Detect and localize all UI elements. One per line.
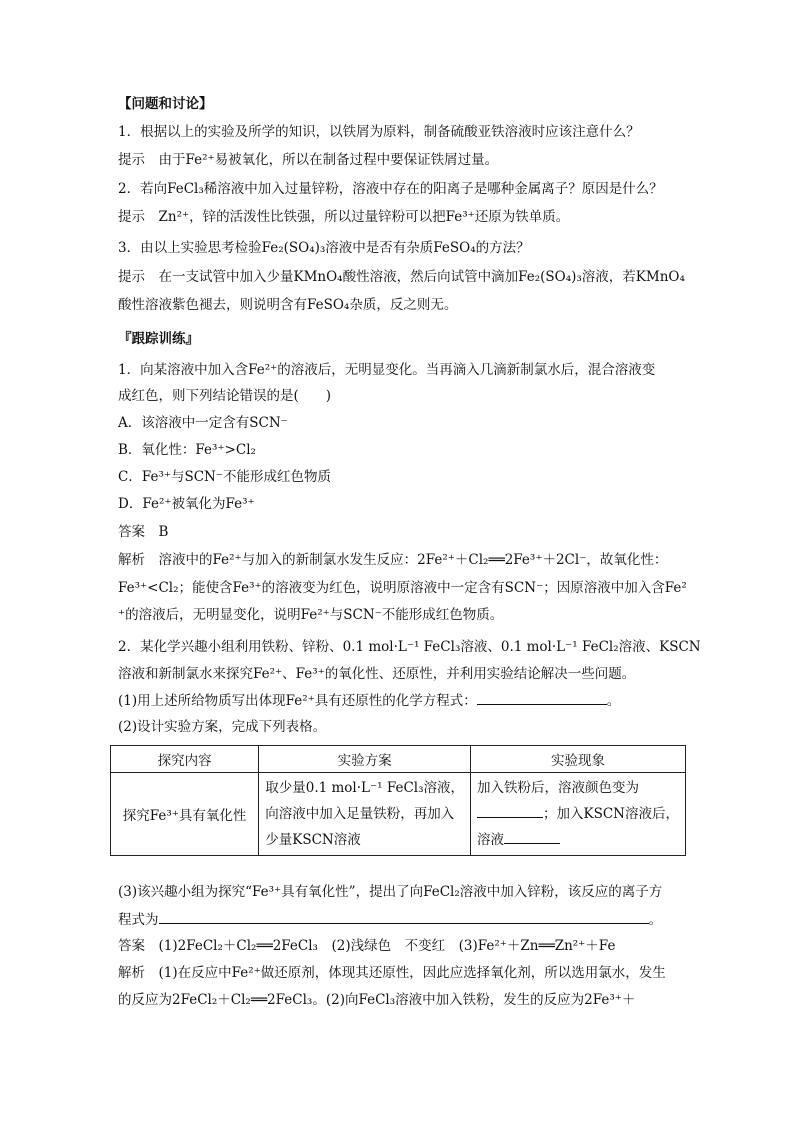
problem-2-analysis-line-1: 解析 (1)在反应中Fe²⁺做还原剂，体现其还原性，因此应选择氧化剂，所以选用氯水，发生 — [118, 965, 666, 981]
problem-2-sub-2: (2)设计实验方案，完成下列表格。 — [118, 719, 327, 735]
table-cell-plan — [259, 773, 471, 856]
answer-blank-2 — [477, 803, 543, 818]
sub-1-text: (1)用上述所给物质写出体现Fe²⁺具有还原性的化学方程式： — [118, 693, 477, 709]
table-header-cell: 探究内容 — [111, 746, 259, 773]
problem-2-answer: 答案 (1)2FeCl₂＋Cl₂══2FeCl₃ (2)浅绿色 不变红 (3)Fe²⁺＋Zn══Zn²⁺＋Fe — [118, 938, 616, 954]
plan-line: 取少量0.1 mol·L⁻¹ FeCl₃溶液， — [265, 780, 465, 796]
corner-bracket-right: 』 — [185, 331, 199, 347]
problem-2-sub-3-line-2 — [118, 909, 662, 930]
hint-3-line-1: 提示 在一支试管中加入少量KMnO₄酸性溶液，然后向试管中滴加Fe₂(SO₄)₃溶液，若KMnO₄ — [118, 269, 685, 285]
option-a: A．该溶液中一定含有SCN⁻ — [118, 415, 288, 431]
phenomenon-line-3-text: 溶液 — [477, 832, 505, 848]
answer-blank-1 — [477, 690, 607, 705]
training-heading — [118, 329, 199, 349]
plan-line: 少量KSCN溶液 — [265, 832, 361, 848]
table-header-cell: 实验现象 — [471, 746, 686, 773]
table-cell-phenomenon — [471, 773, 686, 856]
sub-1-end: 。 — [606, 693, 621, 709]
problem-2-sub-1 — [118, 690, 620, 711]
answer-blank-4 — [159, 909, 649, 924]
table-cell-content: 探究Fe³⁺具有氧化性 — [111, 773, 259, 856]
problem-1-analysis-line-3: ⁺的溶液后，无明显变化，说明Fe²⁺与SCN⁻不能形成红色物质。 — [118, 607, 504, 623]
hint-3-line-2: 酸性溶液紫色褪去，则说明含有FeSO₄杂质，反之则无。 — [118, 297, 458, 313]
training-heading-text: 跟踪训练 — [131, 331, 186, 347]
table-row — [111, 773, 686, 856]
discussion-heading: 【问题和讨论】 — [118, 96, 213, 112]
problem-2-sub-3-line-1: (3)该兴趣小组为探究“Fe³⁺具有氧化性”，提出了向FeCl₂溶液中加入锌粉，该反应的离子方 — [118, 884, 663, 900]
corner-bracket-left: 『 — [118, 331, 132, 347]
problem-1-answer: 答案 B — [118, 524, 169, 540]
phenomenon-line-3 — [477, 827, 679, 853]
hint-1: 提示 由于Fe²⁺易被氧化，所以在制备过程中要保证铁屑过量。 — [118, 152, 499, 168]
question-1: 1．根据以上的实验及所学的知识，以铁屑为原料，制备硫酸亚铁溶液时应该注意什么？ — [118, 124, 640, 140]
table-header-cell: 实验方案 — [259, 746, 471, 773]
problem-1-analysis-line-1: 解析 溶液中的Fe²⁺与加入的新制氯水发生反应：2Fe²⁺＋Cl₂══2Fe³⁺＋2Cl⁻，故氧化性： — [118, 552, 668, 568]
option-b: B．氧化性：Fe³⁺>Cl₂ — [118, 442, 256, 458]
problem-1-analysis-line-2: Fe³⁺<Cl₂；能使含Fe³⁺的溶液变为红色，说明原溶液中一定含有SCN⁻；因原溶液中加入含Fe² — [118, 580, 687, 596]
plan-line: 向溶液中加入足量铁粉，再加入 — [265, 806, 455, 822]
problem-2-stem-line-2: 溶液和新制氯水来探究Fe²⁺、Fe³⁺的氧化性、还原性，并利用实验结论解决一些问题。 — [118, 666, 636, 682]
option-c: C．Fe³⁺与SCN⁻不能形成红色物质 — [118, 469, 332, 485]
sub-3-text: 程式为 — [118, 912, 159, 928]
sub-3-end: 。 — [648, 912, 662, 928]
experiment-table — [110, 745, 686, 856]
option-d: D．Fe²⁺被氧化为Fe³⁺ — [118, 496, 255, 512]
phenomenon-line-2 — [477, 801, 679, 827]
problem-2-analysis-line-2: 的反应为2FeCl₂＋Cl₂══2FeCl₃。(2)向FeCl₃溶液中加入铁粉，发生的反应为2Fe³⁺＋ — [118, 992, 636, 1008]
answer-blank-3 — [504, 829, 560, 844]
problem-1-stem-line-2: 成红色，则下列结论错误的是( ) — [118, 388, 332, 404]
problem-2-stem-line-1: 2．某化学兴趣小组利用铁粉、锌粉、0.1 mol·L⁻¹ FeCl₃溶液、0.1 mol·L⁻¹ FeCl₂溶液、KSCN — [118, 639, 701, 655]
table-header-row — [111, 746, 686, 773]
hint-2: 提示 Zn²⁺，锌的活泼性比铁强，所以过量锌粉可以把Fe³⁺还原为铁单质。 — [118, 209, 570, 225]
question-3: 3．由以上实验思考检验Fe₂(SO₄)₃溶液中是否有杂质FeSO₄的方法？ — [118, 240, 530, 256]
phenomenon-line-1: 加入铁粉后，溶液颜色变为 — [477, 780, 640, 796]
phenomenon-line-2-text: ；加入KSCN溶液后， — [543, 806, 679, 822]
problem-1-stem-line-1: 1．向某溶液中加入含Fe²⁺的溶液后，无明显变化。当再滴入几滴新制氯水后，混合溶液变 — [118, 362, 656, 378]
question-2: 2．若向FeCl₃稀溶液中加入过量锌粉，溶液中存在的阳离子是哪种金属离子？原因是什么？ — [118, 181, 663, 197]
